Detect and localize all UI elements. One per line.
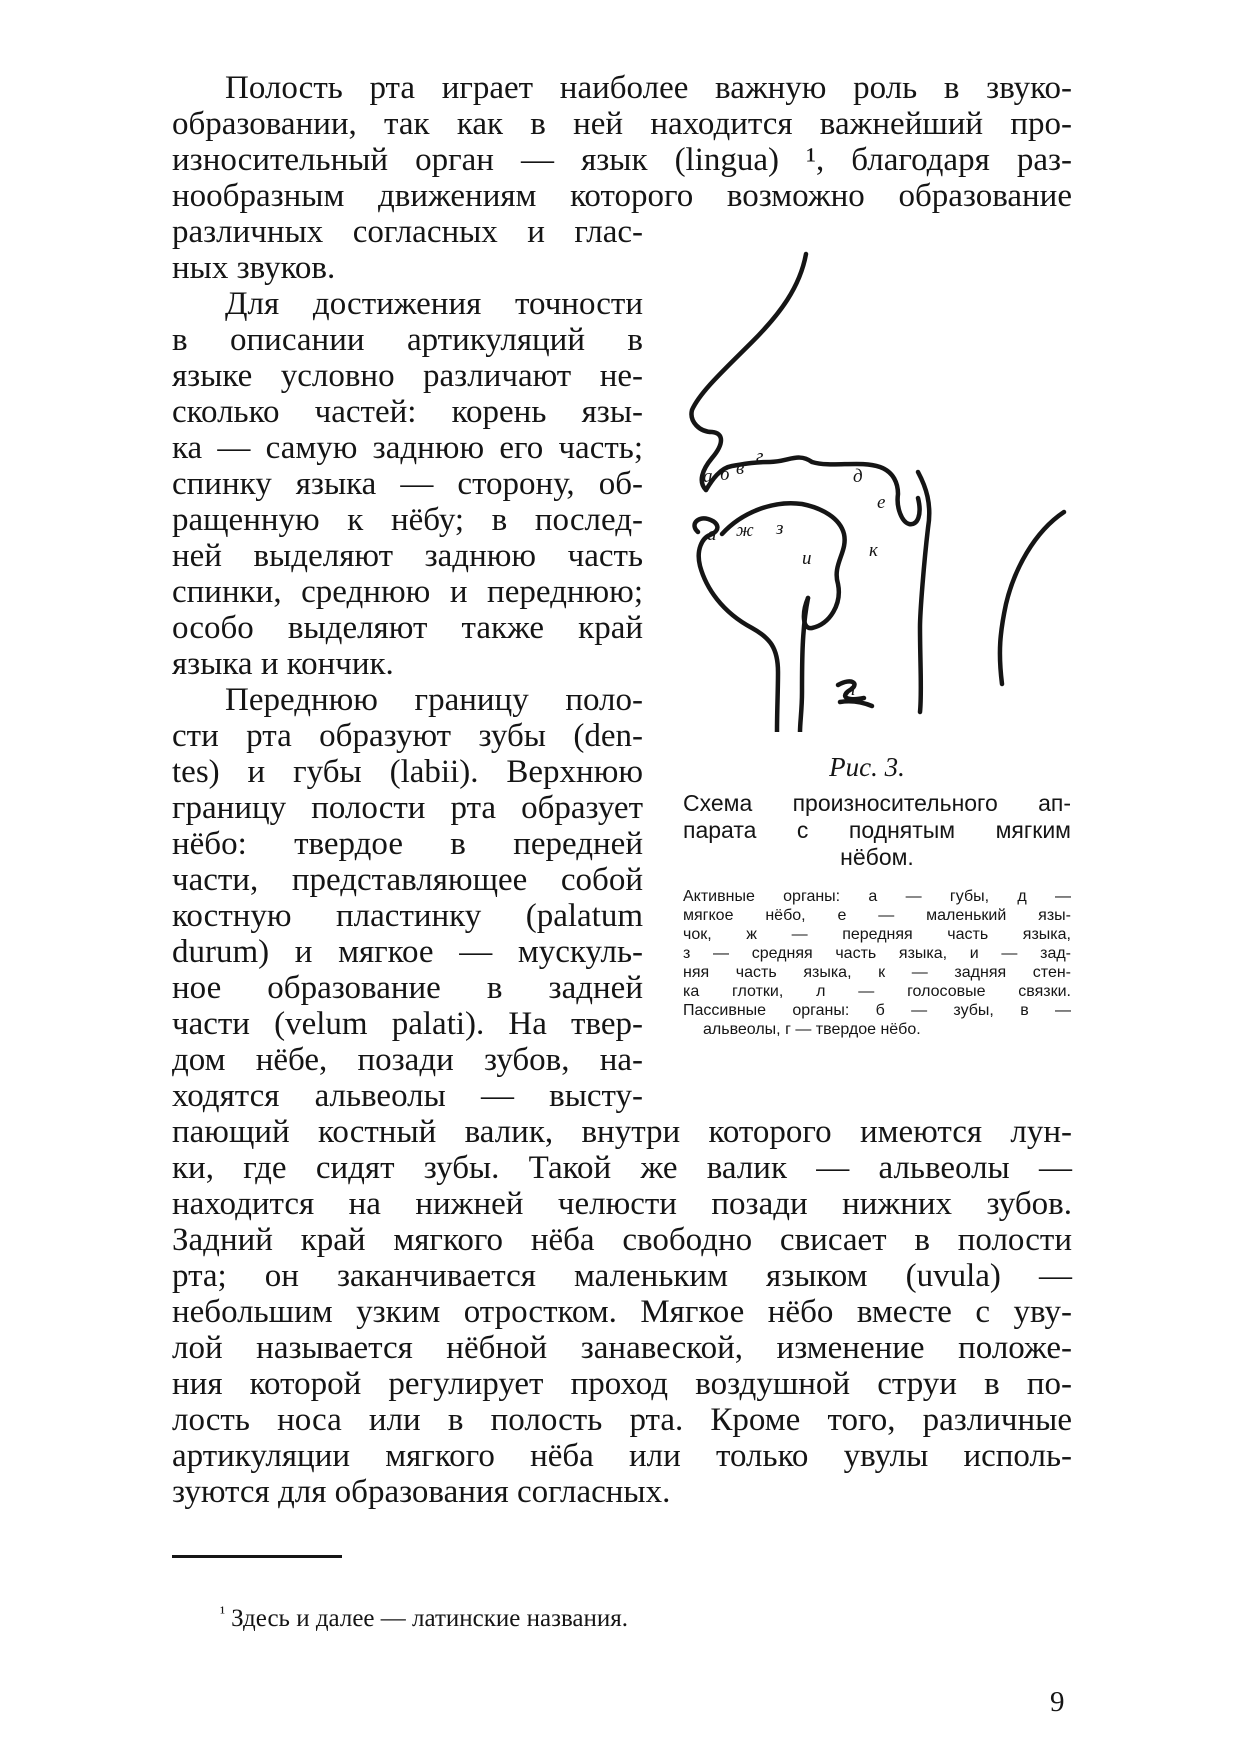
body-text-line: языка и кончик. <box>172 646 394 682</box>
body-text-line: зуются для образования согласных. <box>172 1474 671 1510</box>
body-text-line: языке условно различают не- <box>172 358 643 394</box>
figure-legend-line: з — средняя часть языка, и — зад- <box>683 945 1071 962</box>
body-text-line: небольшим узким отростком. Мягкое нёбо вместе с уву- <box>172 1294 1072 1330</box>
body-text-line: ходятся альвеолы — высту- <box>172 1078 643 1114</box>
body-text-line: лость носа или в полость рта. Кроме того, различные <box>172 1402 1072 1438</box>
footnote-mark: ¹ <box>220 1603 226 1622</box>
footnote <box>220 1598 628 1634</box>
body-text-line: пающий костный валик, внутри которого имеются лун- <box>172 1114 1072 1150</box>
label-i: и <box>802 548 812 569</box>
label-a-lower: а <box>707 524 717 545</box>
label-zh: ж <box>736 520 754 541</box>
label-b: б <box>720 464 730 485</box>
figure-legend-line: альвеолы, г — твердое нёбо. <box>703 1021 921 1038</box>
label-a-upper: а <box>703 466 713 487</box>
body-text-line: костную пластинку (palatum <box>172 898 643 934</box>
figure-legend-line: няя часть языка, к — задняя стен- <box>683 964 1071 981</box>
figure-caption-line: Схема произносительного ап- <box>683 790 1071 816</box>
vocal-apparatus-diagram <box>662 232 1072 732</box>
body-text-line: границу полости рта образует <box>172 790 643 826</box>
body-text-line: tes) и губы (labii). Верхнюю <box>172 754 643 790</box>
body-text-line: артикуляции мягкого нёба или только увулы исполь- <box>172 1438 1072 1474</box>
figure-caption-line: парата с поднятым мягким <box>683 817 1071 843</box>
body-text-line: ращенную к нёбу; в послед- <box>172 502 643 538</box>
figure-legend-line: мягкое нёбо, е — маленький язы- <box>683 907 1071 924</box>
body-text-line: ных звуков. <box>172 250 336 286</box>
body-text-line: рта; он заканчивается маленьким языком (uvula) — <box>172 1258 1072 1294</box>
figure-legend-line: чок, ж — передняя часть языка, <box>683 926 1071 943</box>
body-text-line: образовании, так как в ней находится важнейший про- <box>172 106 1072 142</box>
body-text-line: Для достижения точности <box>225 286 643 322</box>
body-text-line: дом нёбе, позади зубов, на- <box>172 1042 643 1078</box>
body-text-line: ки, где сидят зубы. Такой же валик — альвеолы — <box>172 1150 1072 1186</box>
body-text-line: нообразным движениям которого возможно образование <box>172 178 1072 214</box>
body-text-line: спинку языка — сторону, об- <box>172 466 643 502</box>
body-text-line: части (velum palati). На твер- <box>172 1006 643 1042</box>
page-number: 9 <box>1050 1686 1065 1718</box>
body-text-line: нёбо: твердое в передней <box>172 826 643 862</box>
footnote-divider <box>172 1555 342 1558</box>
figure-legend-line: ка глотки, л — голосовые связки. <box>683 983 1071 1000</box>
label-d: д <box>853 466 863 487</box>
figure-caption-line: нёбом. <box>840 844 914 870</box>
neck-back-line <box>1000 512 1064 684</box>
larynx-line <box>800 598 808 732</box>
figure-legend-line: Пассивные органы: б — зубы, в — <box>683 1002 1071 1019</box>
body-text-line: Переднюю границу поло- <box>225 682 643 718</box>
body-text-line: durum) и мягкое — мускуль- <box>172 934 643 970</box>
label-l: л <box>847 679 856 700</box>
face-profile-line <box>692 254 806 490</box>
footnote-text: Здесь и далее — латинские названия. <box>231 1605 629 1632</box>
body-text-line: ней выделяют заднюю часть <box>172 538 643 574</box>
label-z: з <box>776 518 784 539</box>
label-g: г <box>756 446 764 467</box>
label-e: е <box>877 492 886 513</box>
figure-legend-line: Активные органы: а — губы, д — <box>683 888 1071 905</box>
label-k: к <box>869 540 878 561</box>
body-text-line: ка — самую заднюю его часть; <box>172 430 643 466</box>
label-v: в <box>736 458 745 479</box>
body-text-line: находится на нижней челюсти позади нижних зубов. <box>172 1186 1072 1222</box>
figure-title: Рис. 3. <box>829 752 905 782</box>
body-text-line: Задний край мягкого нёба свободно свисает в полости <box>172 1222 1072 1258</box>
body-text-line: ное образование в задней <box>172 970 643 1006</box>
body-text-line: в описании артикуляций в <box>172 322 643 358</box>
lower-jaw-line <box>695 518 778 732</box>
body-text-line: сколько частей: корень язы- <box>172 394 643 430</box>
body-text-line: части, представляющее собой <box>172 862 643 898</box>
body-text-line: сти рта образуют зубы (den- <box>172 718 643 754</box>
body-text-line: лой называется нёбной занавеской, изменение положе- <box>172 1330 1072 1366</box>
body-text-line: спинки, среднюю и переднюю; <box>172 574 643 610</box>
body-text-line: Полость рта играет наиболее важную роль в звуко- <box>225 70 1072 106</box>
body-text-line: ния которой регулирует проход воздушной струи в по- <box>172 1366 1072 1402</box>
body-text-line: особо выделяют также край <box>172 610 643 646</box>
body-text-line: различных согласных и глас- <box>172 214 643 250</box>
body-text-line: износительный орган — язык (lingua) ¹, благодаря раз- <box>172 142 1072 178</box>
